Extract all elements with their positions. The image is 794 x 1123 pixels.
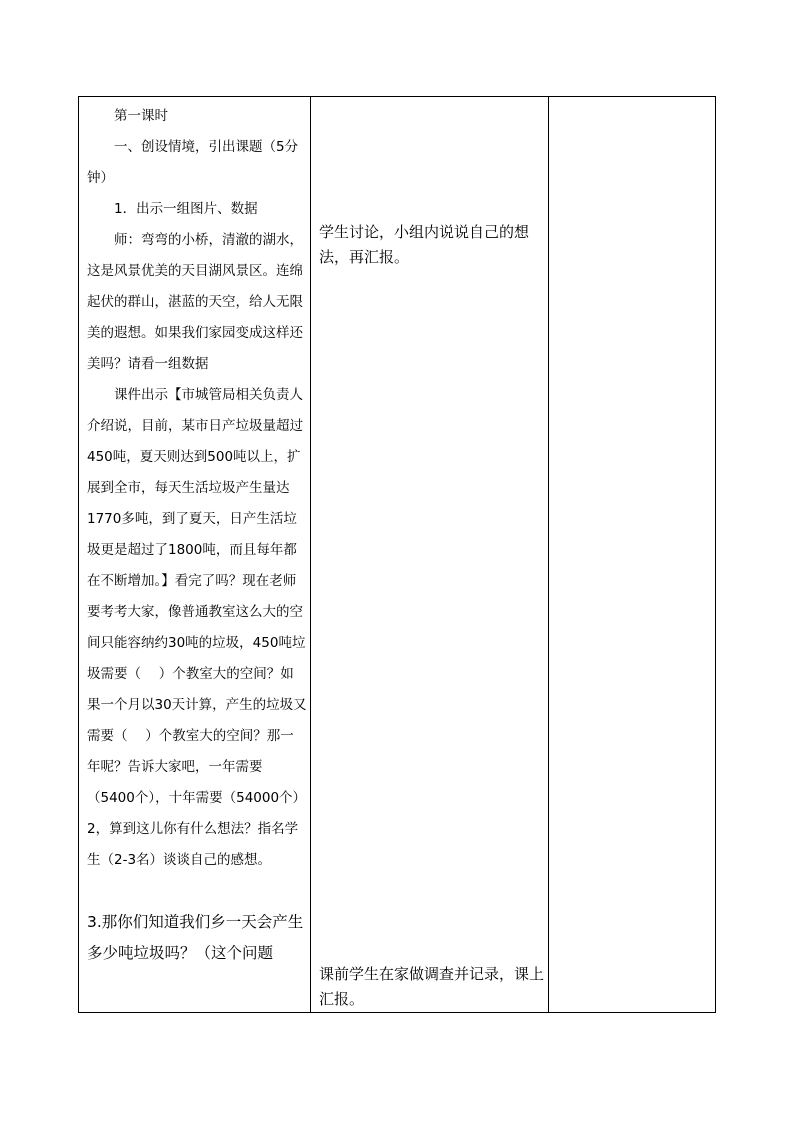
- column-divider-2: [548, 97, 549, 1012]
- student-note-2: 课前学生在家做调查并记录，课上汇报。: [319, 965, 545, 1008]
- student-note-1: 学生讨论，小组内说说自己的想法，再汇报。: [319, 223, 530, 266]
- step-1-text: 1．出示一组图片、数据: [114, 201, 258, 217]
- column-divider-1: [310, 97, 311, 1012]
- section-heading: 一、创设情境，引出课题（5分钟）: [87, 139, 299, 186]
- step-3-text: 3.那你们知道我们乡一天会产生多少吨垃圾吗？（这个问题: [87, 913, 304, 962]
- courseware-text: 课件出示【市城管局相关负责人介绍说，目前，某市日产垃圾量超过450吨，夏天则达到500吨以上，扩展到全市，每天生活垃圾产生量达1770多吨，到了夏天，日产生活垃圾更是超过了1800吨，而且每年都在不断增加。】看完了吗？现在老师要考考大家，像普通教室这么大的空间只能容纳约30吨的垃圾，450吨垃圾需要（ ）个教室大的空间？如果一个月以30天计算，产生的垃圾又需要（ ）个教室大的空间？那一年呢？告诉大家吧，一年需要（5400个），十年需要（54000个）: [87, 387, 307, 806]
- teacher-speech: 师：弯弯的小桥，清澈的湖水，这是风景优美的天目湖风景区。连绵起伏的群山，湛蓝的天空，给人无限美的遐想。如果我们家园变成这样还美吗？请看一组数据: [87, 232, 303, 372]
- lesson-plan-table: [78, 96, 716, 1013]
- student-activity-column-lower: [319, 962, 547, 1012]
- teaching-process-column: [87, 101, 307, 969]
- student-activity-column: [319, 220, 547, 270]
- lesson-title: 第一课时: [114, 108, 168, 124]
- step-2-text: 2，算到这儿你有什么想法？指名学生（2-3名）谈谈自己的感想。: [87, 821, 299, 868]
- blank-line: [87, 876, 307, 907]
